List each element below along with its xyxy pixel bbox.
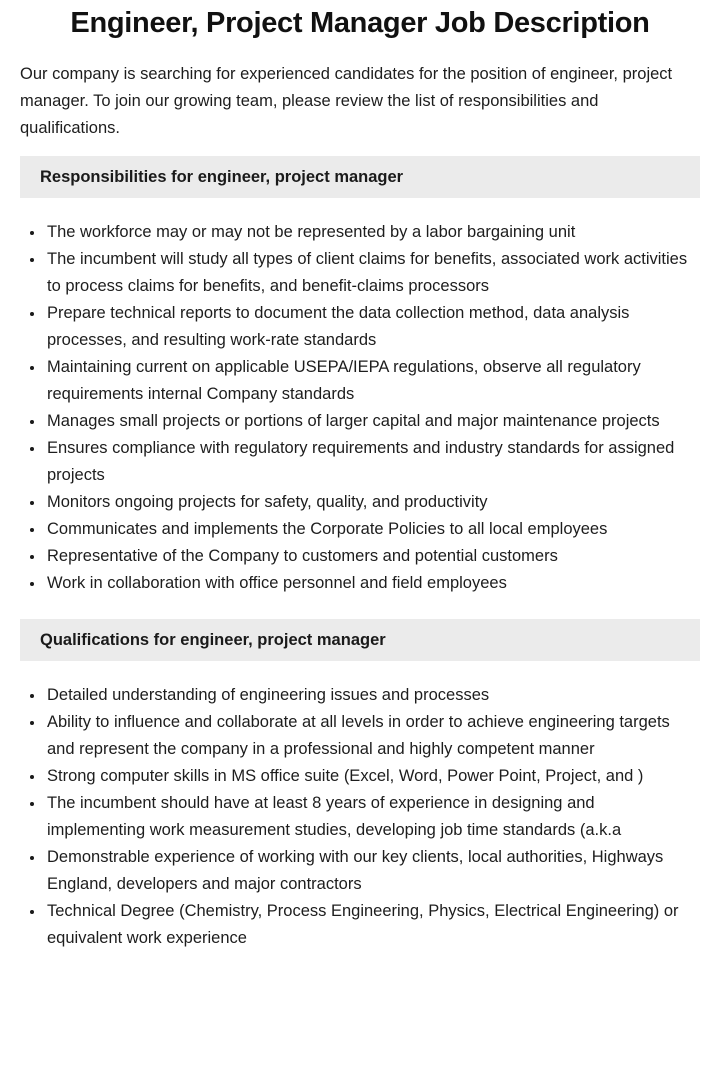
list-item: • Demonstrable experience of working with our key clients, local authorities, Highways England, developers and major contractors xyxy=(45,844,697,898)
list-item: • Monitors ongoing projects for safety, quality, and productivity xyxy=(45,489,697,516)
list-item: • Detailed understanding of engineering issues and processes xyxy=(45,682,697,709)
responsibilities-list xyxy=(20,219,700,597)
responsibilities-heading-label: Responsibilities for engineer, project manager xyxy=(40,167,404,186)
list-item: • Ensures compliance with regulatory requirements and industry standards for assigned projects xyxy=(45,435,697,489)
list-item: • Prepare technical reports to document the data collection method, data analysis processes, and resulting work-rate standards xyxy=(45,300,697,354)
page-title: Engineer, Project Manager Job Description xyxy=(70,7,650,39)
list-item: • Manages small projects or portions of larger capital and major maintenance projects xyxy=(45,408,697,435)
list-item: • The incumbent will study all types of client claims for benefits, associated work activities to process claims for benefits, and benefit-claims processors xyxy=(45,246,697,300)
list-item: • The workforce may or may not be represented by a labor bargaining unit xyxy=(45,219,697,246)
qualifications-list xyxy=(20,682,700,952)
responsibilities-section-heading xyxy=(20,156,700,198)
list-item: • Representative of the Company to customers and potential customers xyxy=(45,543,697,570)
list-item: • Ability to influence and collaborate at all levels in order to achieve engineering targets and represent the company in a professional and highly competent manner xyxy=(45,709,697,763)
list-item: • Technical Degree (Chemistry, Process Engineering, Physics, Electrical Engineering) or equivalent work experience xyxy=(45,898,697,952)
qualifications-heading-label: Qualifications for engineer, project manager xyxy=(40,630,386,649)
intro-paragraph: Our company is searching for experienced candidates for the position of engineer, project manager. To join our growing team, please review the list of responsibilities and qualifications. xyxy=(20,65,673,137)
qualifications-section-heading xyxy=(20,619,700,661)
list-item: • Work in collaboration with office personnel and field employees xyxy=(45,570,697,597)
list-item: • Maintaining current on applicable USEPA/IEPA regulations, observe all regulatory requirements internal Company standards xyxy=(45,354,697,408)
list-item: • Strong computer skills in MS office suite (Excel, Word, Power Point, Project, and ) xyxy=(45,763,697,790)
list-item: • The incumbent should have at least 8 years of experience in designing and implementing work measurement studies, developing job time standards (a.k.a xyxy=(45,790,697,844)
list-item: • Communicates and implements the Corporate Policies to all local employees xyxy=(45,516,697,543)
